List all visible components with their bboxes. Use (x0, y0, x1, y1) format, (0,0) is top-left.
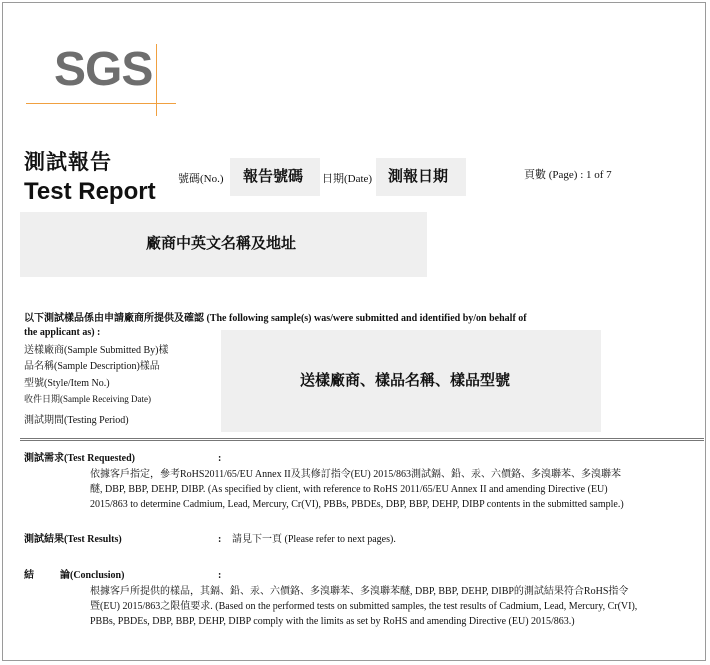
test-requested-line3: 2015/863 to determine Cadmium, Lead, Mercury, Cr(VI), PBBs, PBDEs, DBP, BBP, DEHP, DIBP contents in the submitted sample.) (90, 499, 624, 510)
logo-accent-line-vertical (156, 44, 157, 116)
test-results-label: 測試結果(Test Results) (24, 534, 122, 545)
conclusion-label-char: 結 (24, 570, 34, 581)
date-value: 測報日期 (388, 169, 449, 185)
sample-intro-line1: 以下測試樣品係由申請廠商所提供及確認 (The following sample(s) was/were submitted and identified by/on behalf of (24, 313, 527, 324)
test-requested-label: 測試需求(Test Requested) (24, 453, 136, 464)
conclusion-line2: 暨(EU) 2015/863之限值要求. (Based on the performed tests on submitted samples, the test results of Cadmium, Lead, Mercury, Cr(VI), (90, 601, 638, 612)
logo-accent-line (26, 103, 176, 104)
sgs-logo: SGS (54, 43, 153, 96)
applicant-name-address: 廠商中英文名稱及地址 (146, 236, 297, 252)
receiving-date-label: 收件日期(Sample Receiving Date) (24, 394, 151, 404)
sample-intro-line2: the applicant as) : (24, 327, 101, 338)
applicant-box (20, 212, 427, 277)
date-box (376, 158, 466, 196)
report-title-en: Test Report (24, 178, 156, 205)
conclusion-colon: : (218, 570, 222, 581)
page-indicator: 頁數 (Page) : 1 of 7 (524, 169, 612, 181)
section-divider (20, 438, 704, 441)
conclusion-label: 論(Conclusion) (60, 570, 125, 581)
sample-info-box (221, 330, 601, 432)
test-requested-colon: : (218, 453, 222, 464)
test-requested-line1: 依據客戶指定，參考RoHS2011/65/EU Annex II及其修訂指令(EU) 2015/863測試鎘、鉛、汞、六價鉻、多溴聯苯、多溴聯苯 (90, 469, 622, 480)
sample-info-value: 送樣廠商、樣品名稱、樣品型號 (300, 373, 511, 389)
report-no-label: 號碼(No.) (178, 173, 224, 185)
date-label: 日期(Date) (322, 173, 373, 185)
style-item-label: 型號(Style/Item No.) (24, 378, 110, 389)
test-requested-line2: 醚, DBP, BBP, DEHP, DIBP. (As specified by client, with reference to RoHS 2011/65/EU Annex II and amending Directive (EU) (90, 484, 608, 495)
test-results-value: 請見下一頁 (Please refer to next pages). (232, 534, 396, 545)
sample-description-label: 品名稱(Sample Description)樣品 (24, 361, 160, 372)
test-results-colon: : (218, 534, 222, 545)
report-title-cn: 測試報告 (24, 150, 112, 174)
conclusion-line3: PBBs, PBDEs, DBP, BBP, DEHP, DIBP comply with the limits as set by RoHS and amending Directive (EU) 2015/863.) (90, 616, 575, 627)
report-no-value: 報告號碼 (243, 169, 304, 185)
sample-submitted-by-label: 送樣廠商(Sample Submitted By)樣 (24, 345, 169, 356)
testing-period-label: 測試期間(Testing Period) (24, 415, 129, 426)
report-no-box (230, 158, 320, 196)
conclusion-line1: 根據客戶所提供的樣品，其鎘、鉛、汞、六價鉻、多溴聯苯、多溴聯苯醚, DBP, BBP, DEHP, DIBP的測試結果符合RoHS指令 (90, 586, 629, 597)
